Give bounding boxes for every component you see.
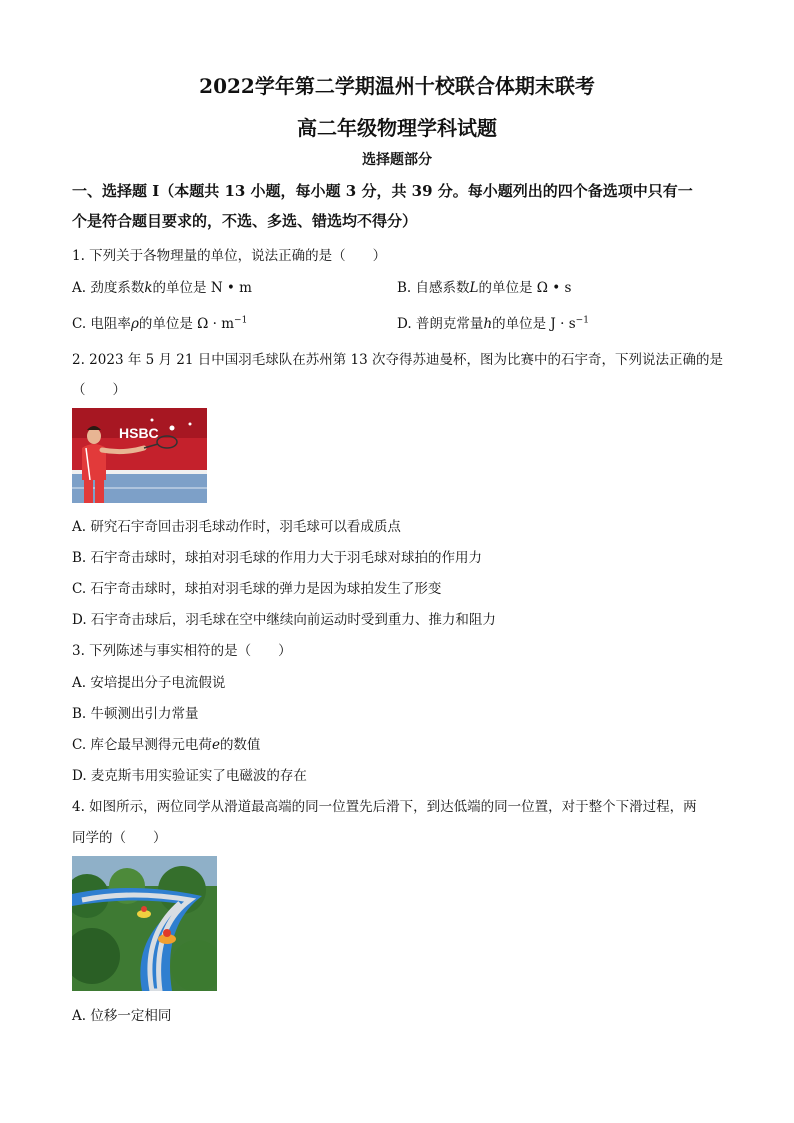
q1-d-unit: 的单位是 J · s (492, 316, 576, 332)
section1-line2: 个是符合题目要求的，不选、多选、错选均不得分） (72, 212, 418, 230)
q3-option-a: A. 安培提出分子电流假说 (72, 675, 226, 691)
q4-stem-line2: 同学的（ ） (72, 830, 167, 846)
q2-option-b: B. 石宇奇击球时，球拍对羽毛球的作用力大于羽毛球对球拍的作用力 (72, 550, 483, 566)
q3-option-d: D. 麦克斯韦用实验证实了电磁波的存在 (72, 768, 307, 784)
q1-b-unit: 的单位是 Ω • s (478, 280, 572, 296)
q1-option-b (397, 276, 571, 296)
q3-stem: 3. 下列陈述与事实相符的是（ ） (72, 643, 292, 659)
q2-option-a: A. 研究石宇奇回击羽毛球动作时，羽毛球可以看成质点 (72, 519, 401, 535)
q1-c-exponent: −1 (234, 315, 248, 326)
q4-option-a: A. 位移一定相同 (72, 1008, 172, 1024)
q1-a-text: A. 劲度系数 (72, 280, 145, 296)
q1-stem: 1. 下列关于各物理量的单位，说法正确的是（ ） (72, 248, 387, 264)
q1-option-a (72, 276, 252, 296)
badminton-photo-illustration (72, 408, 207, 503)
q1-a-unit: 的单位是 N • m (152, 280, 252, 296)
q1-a-var: k (144, 280, 153, 296)
q3-c-var: e (211, 737, 220, 753)
q1-d-exponent: −1 (575, 315, 589, 326)
q1-d-text: D. 普朗克常量 (397, 316, 484, 332)
section1-line1: 一、选择题 I（本题共 13 小题，每小题 3 分，共 39 分。每小题列出的四个备选项中只有一 (72, 182, 693, 200)
section1-instructions (72, 176, 722, 236)
q3-option-b: B. 牛顿测出引力常量 (72, 706, 199, 722)
q1-b-text: B. 自感系数 (397, 280, 470, 296)
q3-c-text: C. 库仑最早测得元电荷 (72, 737, 212, 753)
q1-c-unit: 的单位是 Ω · m (138, 316, 235, 332)
q1-c-var: ρ (130, 316, 139, 332)
water-slide-illustration (72, 856, 217, 991)
section-part-title: 选择题部分 (362, 152, 432, 168)
q1-c-text: C. 电阻率 (72, 316, 131, 332)
q2-stem-line1: 2. 2023 年 5 月 21 日中国羽毛球队在苏州第 13 次夺得苏迪曼杯，图为比赛中的石宇奇，下列说法正确的是 (72, 352, 724, 368)
q2-stem-line2: （ ） (72, 382, 126, 398)
sponsor-banner-text: HSBC (119, 425, 159, 441)
q1-option-c (72, 312, 247, 332)
q3-option-c (72, 733, 260, 753)
q4-stem-line1: 4. 如图所示，两位同学从滑道最高端的同一位置先后滑下，到达低端的同一位置，对于整个下滑过程，两 (72, 799, 697, 815)
q2-option-c: C. 石宇奇击球时，球拍对羽毛球的弹力是因为球拍发生了形变 (72, 581, 442, 597)
exam-subject-title: 高二年级物理学科试题 (297, 116, 497, 140)
q2-option-d: D. 石宇奇击球后，羽毛球在空中继续向前运动时受到重力、推力和阻力 (72, 612, 496, 628)
q1-option-d (397, 312, 589, 332)
slide-photo (72, 856, 217, 991)
q1-b-var: L (469, 280, 479, 296)
exam-title: 2022学年第二学期温州十校联合体期末联考 (199, 74, 595, 98)
q1-d-var: h (483, 316, 493, 332)
q3-c-tail: 的数值 (219, 737, 261, 753)
badminton-photo (72, 408, 207, 503)
